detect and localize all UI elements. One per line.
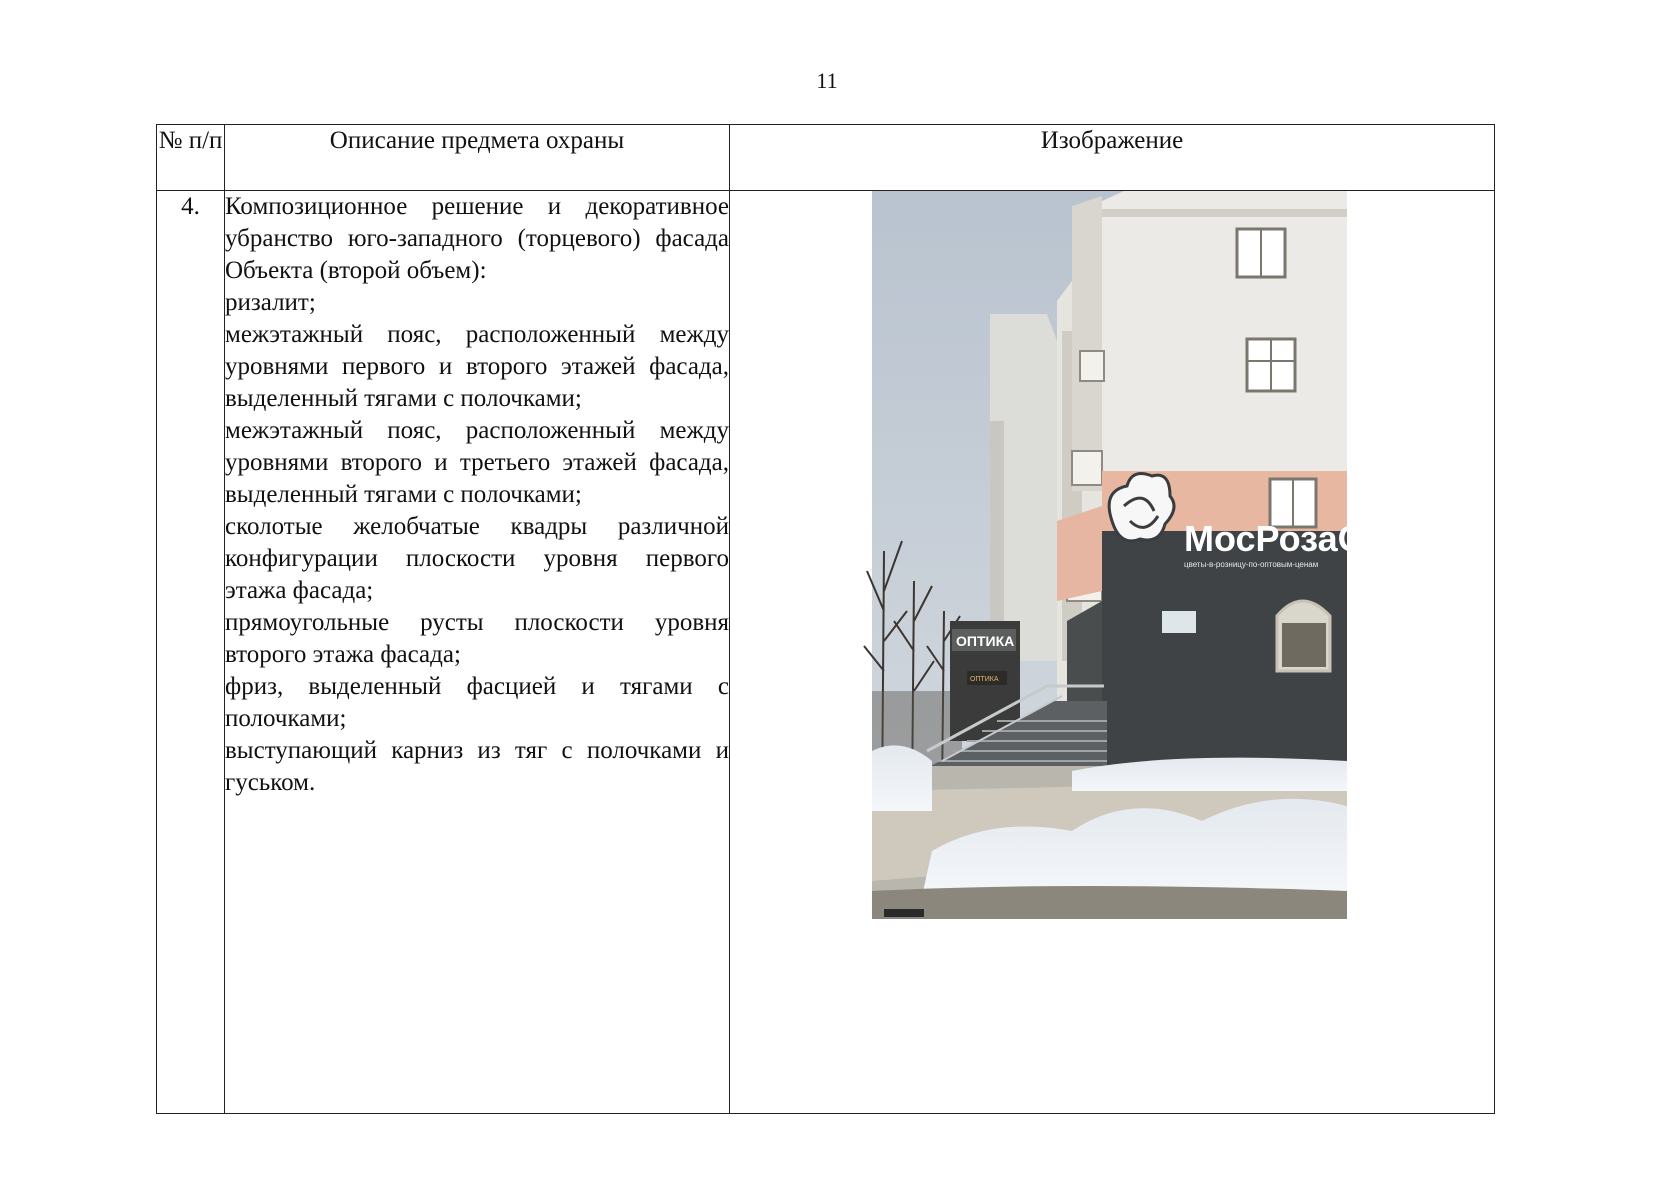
row-number: 4.: [157, 191, 225, 1114]
description-item: прямоугольные русты плоскости уровня второго этажа фасада;: [225, 609, 729, 668]
row-description: [225, 191, 730, 1114]
store-sign-subtext: цветы-в-розницу-по-оптовым-ценам: [1184, 560, 1319, 569]
header-description: Описание предмета охраны: [225, 125, 730, 191]
row-image-cell: [730, 191, 1495, 1114]
header-image: Изображение: [730, 125, 1495, 191]
description-item: ризалит;: [225, 289, 316, 316]
description-item: фриз, выделенный фасцией и тягами с полочками;: [225, 673, 729, 732]
description-intro: Композиционное решение и декоративное убранство юго-западного (торцевого) фасада Объекта (второй объем):: [225, 193, 729, 284]
building-facade-photo: [872, 191, 1414, 919]
optika-small-sign-text: ОПТИКА: [970, 676, 999, 683]
protection-table: [156, 124, 1495, 1114]
description-item: сколотые желобчатые квадры различной конфигурации плоскости уровня первого этажа фасада;: [225, 513, 729, 604]
description-item: межэтажный пояс, расположенный между уровнями первого и второго этажей фасада, выделенный тягами с полочками;: [225, 321, 729, 412]
description-item: выступающий карниз из тяг с полочками и гуськом.: [225, 737, 729, 796]
table-header-row: [157, 125, 1495, 191]
description-item: межэтажный пояс, расположенный между уровнями второго и третьего этажей фасада, выделенный тягами с полочками;: [225, 417, 729, 508]
table-row: [157, 191, 1495, 1114]
store-sign-text: МосРозаОПТ: [1184, 518, 1414, 559]
page-number: 11: [816, 68, 838, 93]
header-num: № п/п: [157, 125, 225, 191]
optika-sign-text: ОПТИКА: [956, 633, 1015, 649]
